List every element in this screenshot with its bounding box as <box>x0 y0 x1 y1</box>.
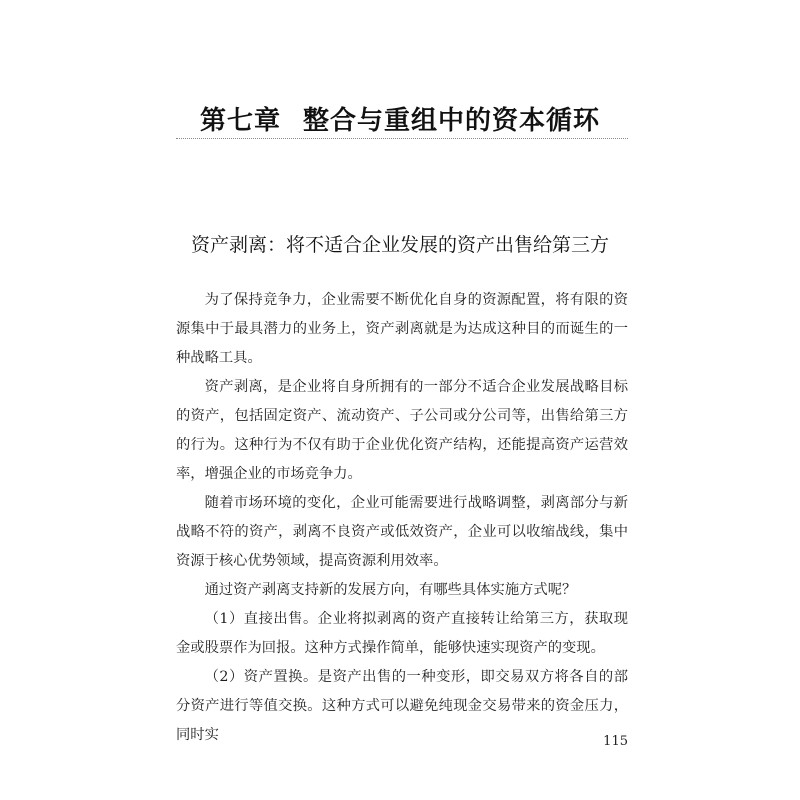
chapter-number: 第七章 <box>199 106 281 136</box>
paragraph: 通过资产剥离支持新的发展方向，有哪些具体实施方式呢？ <box>204 582 577 598</box>
body-text <box>176 286 628 750</box>
chapter-name: 整合与重组中的资本循环 <box>303 106 601 136</box>
title-divider <box>176 138 628 139</box>
paragraph: 随着市场环境的变化，企业可能需要进行战略调整，剥离部分与新战略不符的资产，剥离不良资产或低效资产，企业可以收缩战线，集中资源于核心优势领域，提高资源利用效率。 <box>176 495 628 569</box>
paragraph: （1）直接出售。企业将拟剥离的资产直接转让给第三方，获取现金或股票作为回报。这种方式操作简单，能够快速实现资产的变现。 <box>176 611 628 656</box>
paragraph: 资产剥离，是企业将自身所拥有的一部分不适合企业发展战略目标的资产，包括固定资产、流动资产、子公司或分公司等，出售给第三方的行为。这种行为不仅有助于企业优化资产结构，还能提高资产运营效率，增强企业的市场竞争力。 <box>176 379 628 482</box>
section-title: 资产剥离：将不适合企业发展的资产出售给第三方 <box>190 234 609 256</box>
paragraph: （2）资产置换。是资产出售的一种变形，即交易双方将各自的部分资产进行等值交换。这种方式可以避免纯现金交易带来的资金压力，同时实 <box>176 669 628 743</box>
chapter-title <box>0 100 800 137</box>
paragraph: 为了保持竞争力，企业需要不断优化自身的资源配置，将有限的资源集中于最具潜力的业务上，资产剥离就是为达成这种目的而诞生的一种战略工具。 <box>176 292 628 366</box>
page-number: 115 <box>603 734 628 749</box>
